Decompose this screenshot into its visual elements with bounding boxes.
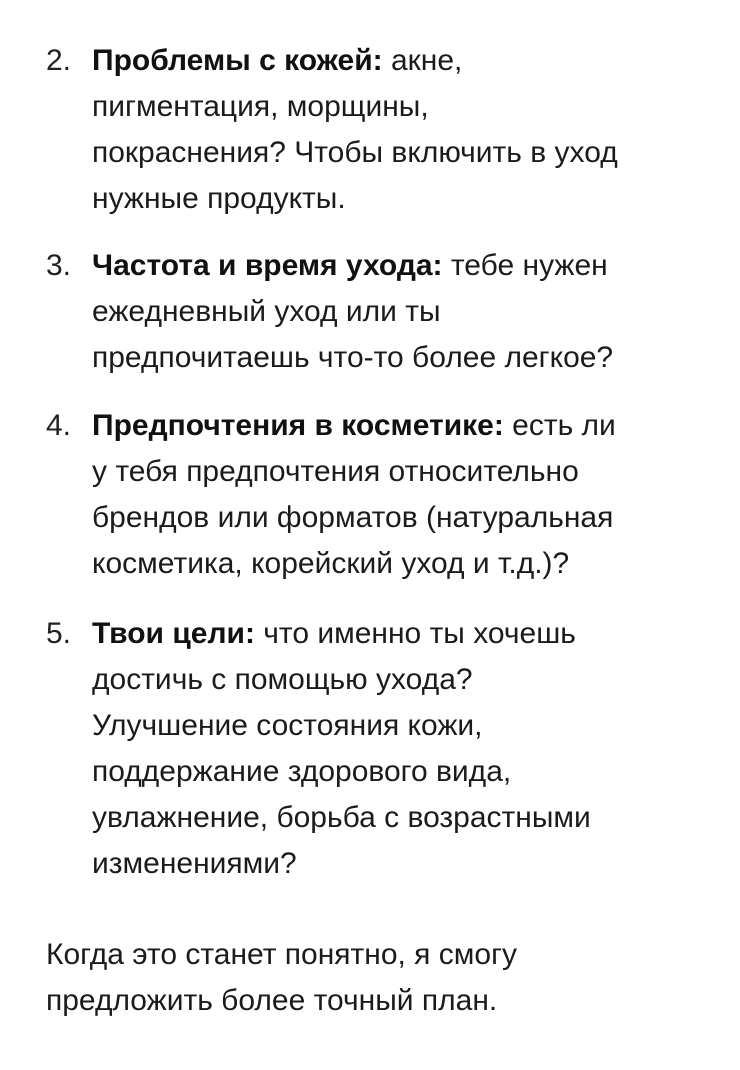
list-item-number: 4. xyxy=(46,409,72,442)
list-item-number: 2. xyxy=(46,44,72,77)
list-item-heading: Предпочтения в косметике: xyxy=(92,409,504,442)
list-item-first-line xyxy=(92,243,608,289)
list-item-line: достичь с помощью ухода? xyxy=(92,663,473,696)
list-item-heading: Проблемы с кожей: xyxy=(92,44,383,77)
list-item-text: акне, xyxy=(382,44,463,77)
list-item-first-line xyxy=(92,38,462,84)
list-item-line: у тебя предпочтения относительно xyxy=(92,455,579,488)
list-item-line: поддержание здорового вида, xyxy=(92,755,512,788)
closing-line: Когда это станет понятно, я смогу xyxy=(46,938,518,971)
list-item-text: тебе нужен xyxy=(442,249,608,282)
list-item-line: увлажнение, борьба с возрастными xyxy=(92,801,591,834)
list-item-first-line xyxy=(92,403,616,449)
list-item-line: изменениями? xyxy=(92,847,297,880)
list-item-first-line xyxy=(92,611,576,657)
list-item-heading: Твои цели: xyxy=(92,617,255,650)
list-item-line: предпочитаешь что-то более легкое? xyxy=(92,341,614,374)
list-item-line: брендов или форматов (натуральная xyxy=(92,501,614,534)
list-item-heading: Частота и время ухода: xyxy=(92,249,443,282)
closing-line: предложить более точный план. xyxy=(46,984,498,1017)
list-item-line: покраснения? Чтобы включить в уход xyxy=(92,136,618,169)
list-item-text: что именно ты хочешь xyxy=(254,617,576,650)
list-item-line: Улучшение состояния кожи, xyxy=(92,709,483,742)
list-item-line: косметика, корейский уход и т.д.)? xyxy=(92,547,570,580)
list-item-number: 5. xyxy=(46,617,72,650)
list-item-text: есть ли xyxy=(503,409,616,442)
list-item-number: 3. xyxy=(46,249,72,282)
list-item-line: нужные продукты. xyxy=(92,182,346,215)
list-item-line: пигментация, морщины, xyxy=(92,90,429,123)
list-item-line: ежедневный уход или ты xyxy=(92,295,441,328)
